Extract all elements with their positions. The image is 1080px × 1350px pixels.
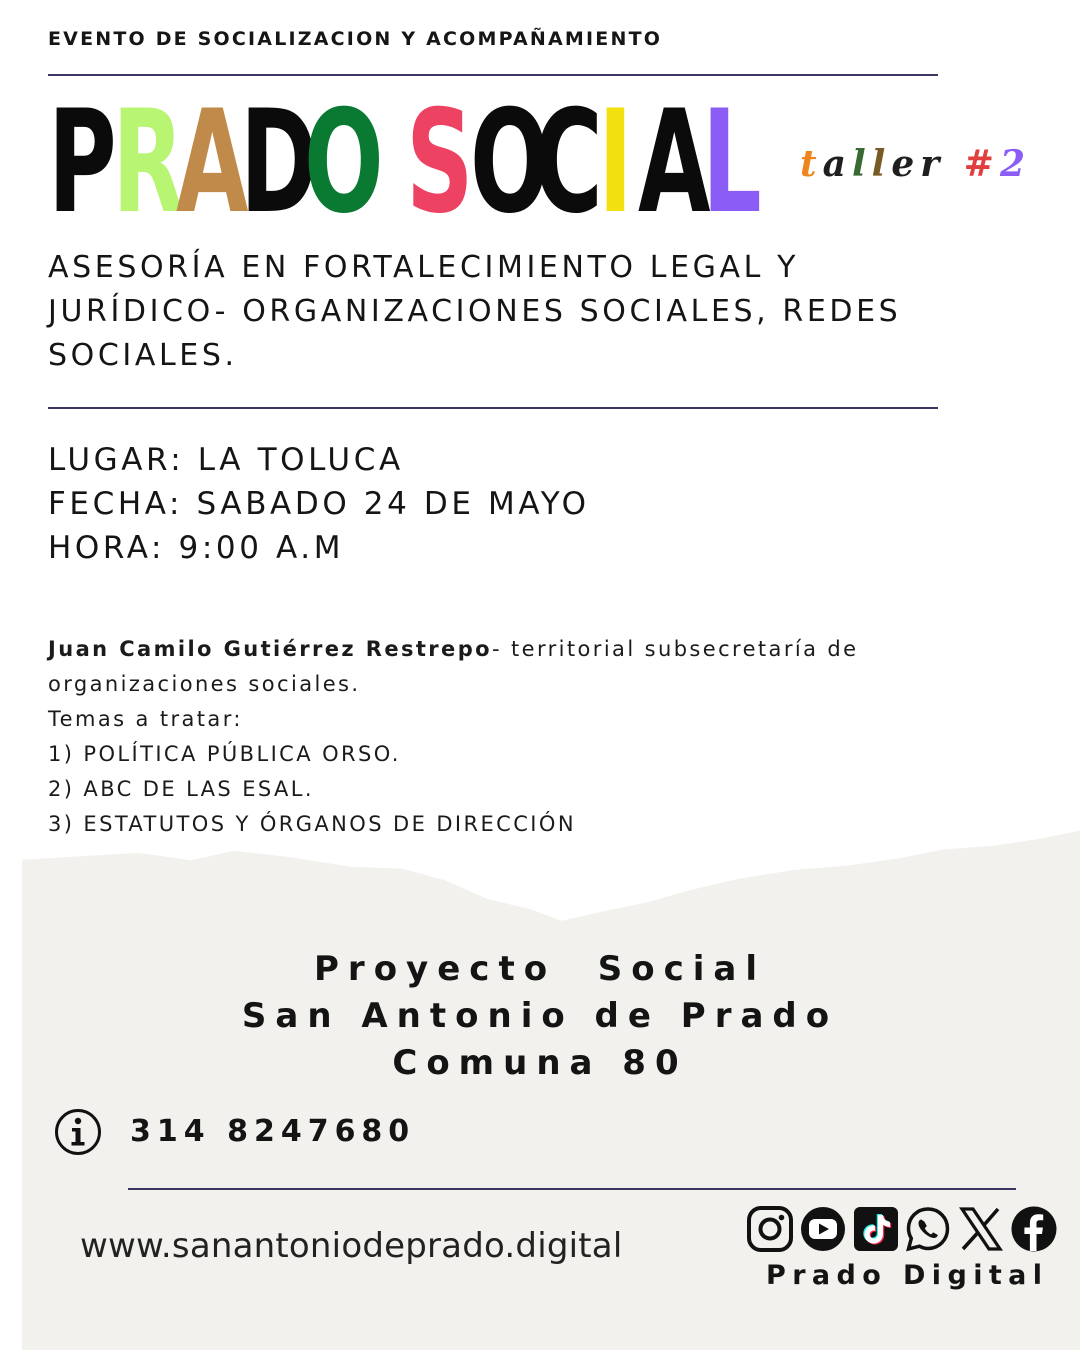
speaker-role: - territorial subsecretaría de [491, 637, 859, 661]
badge-char: l [871, 143, 892, 185]
brand-name: Prado Digital [766, 1260, 1049, 1291]
title-letter: A [176, 80, 249, 245]
topics-label: Temas a tratar: [48, 707, 243, 731]
event-time: HORA: 9:00 A.M [48, 530, 345, 566]
event-date: FECHA: SABADO 24 DE MAYO [48, 486, 590, 522]
page-title [48, 80, 766, 245]
event-eyebrow: EVENTO DE SOCIALIZACION Y ACOMPAÑAMIENTO [48, 28, 663, 50]
subtitle-line: SOCIALES. [48, 338, 238, 373]
divider-bottom [128, 1188, 1016, 1190]
speaker-block [48, 632, 1028, 842]
topic-item: 2) ABC DE LAS ESAL. [48, 777, 314, 801]
title-letter: I [598, 80, 633, 245]
info-icon [54, 1108, 102, 1156]
contact-phone[interactable]: 314 8247680 [130, 1114, 416, 1149]
facebook-icon[interactable] [1010, 1205, 1058, 1253]
badge-char [945, 143, 964, 185]
website-link[interactable]: www.sanantoniodeprado.digital [80, 1226, 623, 1266]
instagram-icon[interactable] [746, 1205, 794, 1253]
social-icons [746, 1205, 1058, 1253]
speaker-name: Juan Camilo Gutiérrez Restrepo [48, 637, 492, 661]
badge-char: # [963, 143, 1000, 185]
workshop-badge [800, 143, 1031, 185]
tiktok-icon[interactable] [852, 1205, 900, 1253]
title-letter: O [470, 80, 550, 245]
event-details [48, 438, 590, 570]
project-line: San Antonio de Prado [241, 996, 839, 1036]
project-line: Comuna 80 [392, 1043, 688, 1083]
badge-char: 2 [999, 143, 1031, 185]
badge-char: r [920, 143, 946, 185]
badge-char: l [851, 143, 872, 185]
youtube-icon[interactable] [799, 1205, 847, 1253]
speaker-role-cont: organizaciones sociales. [48, 672, 361, 696]
x-icon[interactable] [957, 1205, 1005, 1253]
project-line: Proyecto Social [314, 949, 766, 989]
title-letter: P [48, 80, 117, 245]
subtitle-line: JURÍDICO- ORGANIZACIONES SOCIALES, REDES [48, 294, 902, 329]
divider-middle [48, 407, 938, 409]
event-subtitle [48, 246, 1028, 378]
title-letter: A [638, 80, 711, 245]
title-letter: O [304, 80, 384, 245]
divider-top [48, 74, 938, 76]
badge-char: e [891, 143, 921, 185]
topic-item: 3) ESTATUTOS Y ÓRGANOS DE DIRECCIÓN [48, 812, 576, 836]
whatsapp-icon[interactable] [904, 1205, 952, 1253]
title-letter: D [240, 80, 318, 245]
event-location: LUGAR: LA TOLUCA [48, 442, 404, 478]
badge-char: t [800, 143, 823, 185]
project-title [0, 946, 1080, 1087]
title-letter: S [406, 80, 474, 245]
title-letter: R [112, 80, 185, 245]
title-letter: L [702, 80, 762, 245]
subtitle-line: ASESORÍA EN FORTALECIMIENTO LEGAL Y [48, 250, 799, 285]
badge-char: a [822, 143, 852, 185]
topic-item: 1) POLÍTICA PÚBLICA ORSO. [48, 742, 401, 766]
title-letter: C [534, 80, 603, 245]
